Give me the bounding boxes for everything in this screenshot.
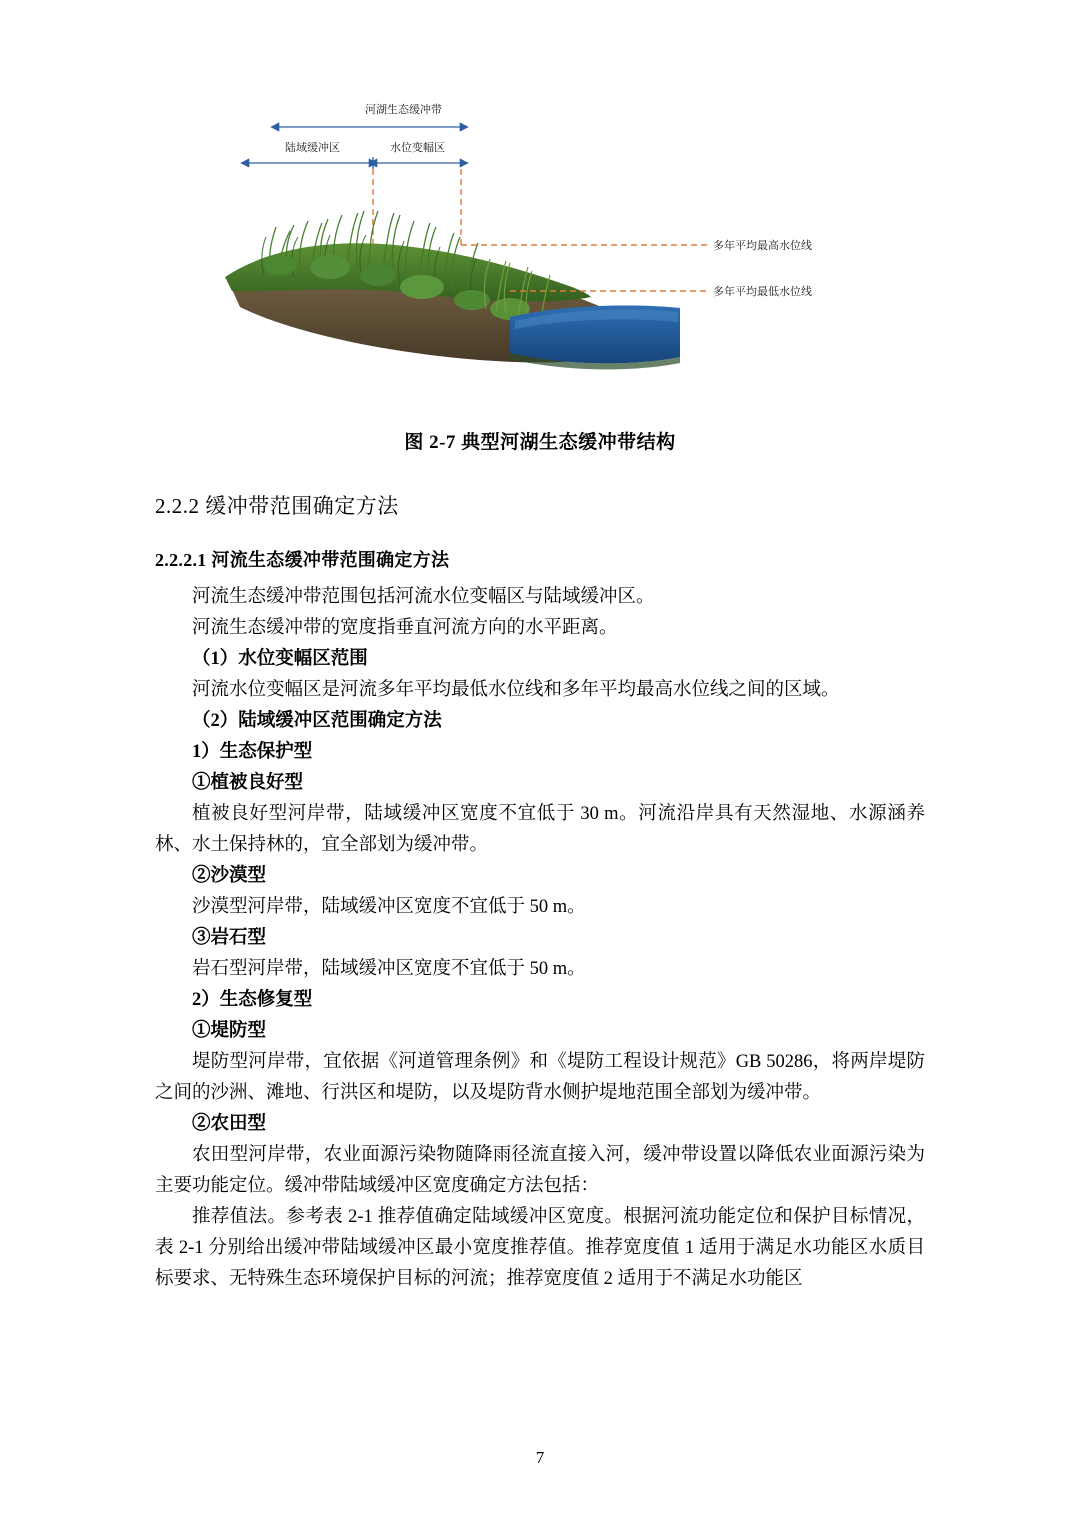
paragraph-6: 岩石型河岸带，陆域缓冲区宽度不宜低于 50 m。	[192, 959, 586, 979]
paragraph-9: 推荐值法。参考表 2-1 推荐值确定陆域缓冲区宽度。根据河流功能定位和保护目标情况，表 2-1 分别给出缓冲带陆域缓冲区最小宽度推荐值。推荐宽度值 1 适用于满足水功能区水质目标要求、无特殊生态环境保护目标的河流；推荐宽度值 2 适用于不满足水功能区	[155, 1207, 925, 1289]
heading-eco-restoration-type: 2）生态修复型	[192, 990, 313, 1010]
section-heading-2221: 2.2.2.1 河流生态缓冲带范围确定方法	[155, 550, 450, 570]
buffer-zone-figure	[210, 95, 870, 405]
paragraph-8: 农田型河岸带，农业面源污染物随降雨径流直接入河，缓冲带设置以降低农业面源污染为主要功能定位。缓冲带陆域缓冲区宽度确定方法包括：	[155, 1145, 925, 1196]
heading-good-vegetation-type: ①植被良好型	[192, 773, 304, 793]
figure-label-low-water: 多年平均最低水位线	[713, 286, 812, 298]
heading-eco-protection-type: 1）生态保护型	[192, 742, 313, 762]
figure-caption: 图 2-7 典型河湖生态缓冲带结构	[404, 432, 676, 453]
heading-land-buffer-method: （2）陆域缓冲区范围确定方法	[192, 711, 442, 731]
paragraph-7: 堤防型河岸带，宜依据《河道管理条例》和《堤防工程设计规范》GB 50286，将两岸堤防之间的沙洲、滩地、行洪区和堤防，以及堤防背水侧护堤地范围全部划为缓冲带。	[155, 1052, 925, 1103]
paragraph-1: 河流生态缓冲带范围包括河流水位变幅区与陆域缓冲区。	[192, 587, 655, 607]
heading-water-level-range: （1）水位变幅区范围	[192, 649, 368, 669]
figure-label-top: 河湖生态缓冲带	[365, 104, 442, 116]
heading-rock-type: ③岩石型	[192, 928, 267, 948]
section-heading-222: 2.2.2 缓冲带范围确定方法	[155, 494, 399, 518]
page-number: 7	[535, 1448, 545, 1467]
heading-desert-type: ②沙漠型	[192, 866, 267, 886]
figure-container	[155, 95, 925, 405]
heading-farmland-type: ②农田型	[192, 1114, 267, 1134]
figure-label-right-zone: 水位变幅区	[390, 142, 445, 154]
paragraph-4: 植被良好型河岸带，陆域缓冲区宽度不宜低于 30 m。河流沿岸具有天然湿地、水源涵养林、水土保持林的，宜全部划为缓冲带。	[155, 804, 925, 855]
buffer-zone-illustration	[210, 95, 870, 405]
figure-label-left-zone: 陆域缓冲区	[285, 142, 340, 154]
heading-embankment-type: ①堤防型	[192, 1021, 267, 1041]
paragraph-2: 河流生态缓冲带的宽度指垂直河流方向的水平距离。	[192, 618, 618, 638]
figure-label-high-water: 多年平均最高水位线	[713, 240, 812, 252]
paragraph-5: 沙漠型河岸带，陆域缓冲区宽度不宜低于 50 m。	[192, 897, 586, 917]
paragraph-3: 河流水位变幅区是河流多年平均最低水位线和多年平均最高水位线之间的区域。	[192, 680, 840, 700]
